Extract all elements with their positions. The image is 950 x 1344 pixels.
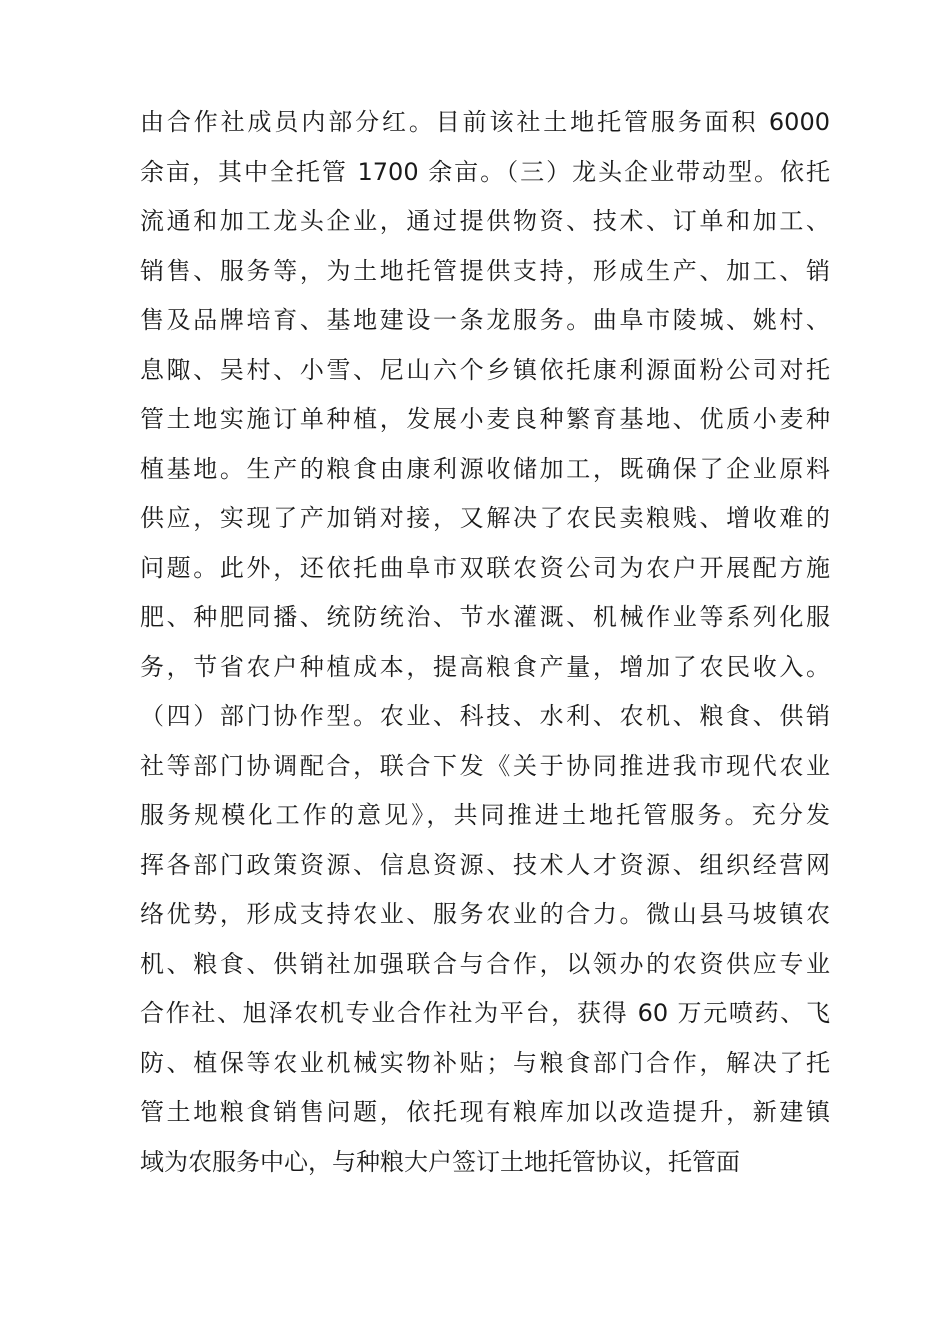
text-line-16: 挥各部门政策资源、信息资源、技术人才资源、组织经营网: [140, 850, 830, 879]
text-line-7: 管土地实施订单种植，发展小麦良种繁育基地、优质小麦种: [140, 405, 830, 433]
text-line-18: 机、粮食、供销社加强联合与合作，以领办的农资供应专业: [140, 949, 830, 978]
text-line-12: 务，节省农户种植成本，提高粮食产量，增加了农民收入。: [140, 652, 830, 681]
text-line-3: 流通和加工龙头企业，通过提供物资、技术、订单和加工、: [140, 207, 830, 235]
text-line-14: 社等部门协调配合，联合下发《关于协同推进我市现代农业: [140, 751, 830, 780]
text-line-17: 络优势，形成支持农业、服务农业的合力。微山县马坡镇农: [140, 900, 830, 928]
text-line-10: 问题。此外，还依托曲阜市双联农资公司为农户开展配方施: [140, 553, 830, 582]
text-line-21: 管土地粮食销售问题，依托现有粮库加以改造提升，新建镇: [140, 1098, 830, 1126]
text-line-20: 防、植保等农业机械实物补贴；与粮食部门合作，解决了托: [140, 1048, 830, 1077]
text-line-11: 肥、种肥同播、统防统治、节水灌溉、机械作业等系列化服: [140, 603, 830, 631]
text-line-22: 域为农服务中心，与种粮大户签订土地托管协议，托管面: [140, 1147, 740, 1176]
text-line-1: 由合作社成员内部分红。目前该社土地托管服务面积 6000: [140, 108, 830, 136]
text-line-6: 息陬、吴村、小雪、尼山六个乡镇依托康利源面粉公司对托: [140, 355, 830, 384]
text-line-2: 余亩，其中全托管 1700 余亩。（三）龙头企业带动型。依托: [140, 157, 830, 186]
text-line-5: 售及品牌培育、基地建设一条龙服务。曲阜市陵城、姚村、: [140, 306, 830, 334]
text-line-19: 合作社、旭泽农机专业合作社为平台，获得 60 万元喷药、飞: [140, 999, 830, 1027]
body-text: [140, 98, 830, 1187]
text-line-13: （四）部门协作型。农业、科技、水利、农机、粮食、供销: [140, 702, 830, 730]
text-line-15: 服务规模化工作的意见》，共同推进土地托管服务。充分发: [140, 801, 830, 829]
text-line-9: 供应，实现了产加销对接，又解决了农民卖粮贱、增收难的: [140, 504, 830, 532]
text-line-4: 销售、服务等，为土地托管提供支持，形成生产、加工、销: [140, 256, 830, 285]
text-line-8: 植基地。生产的粮食由康利源收储加工，既确保了企业原料: [140, 454, 830, 483]
